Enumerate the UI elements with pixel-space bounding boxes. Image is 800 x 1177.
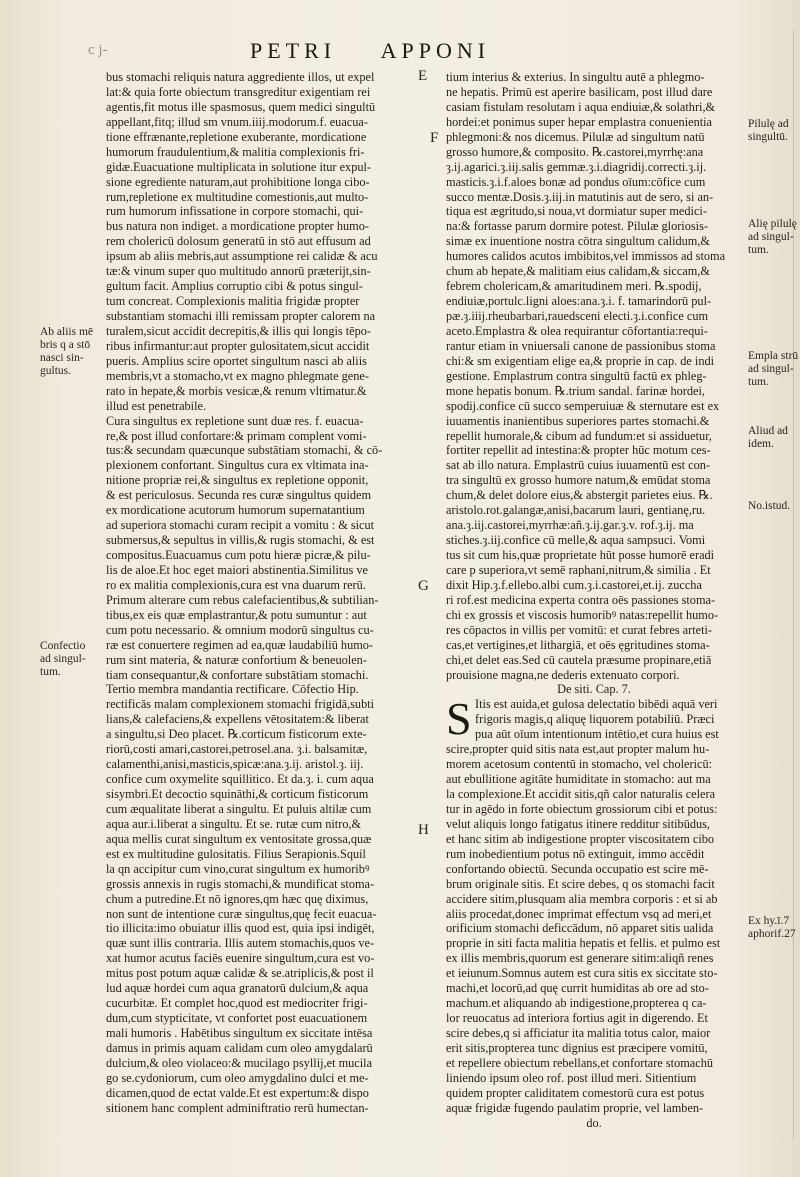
- text-line: chum,& delet dolore eius,& abstergit parietes eius. ℞.: [446, 488, 713, 503]
- text-line: et repellere obiectum rebellans,et confortare stomachū: [446, 1055, 713, 1070]
- folio-mark: c j-: [88, 42, 108, 58]
- text-line: ro ex malitia complexionis,cura est vna duarum rerū.: [106, 577, 366, 592]
- text-line: aqua mellis curat singultum ex ventositate grossa,quæ: [106, 831, 372, 846]
- text-line: ana.ȝ.iij.castorei,myrrhæ:añ.ȝ.ij.gar.ȝ.v. rof.ȝ.ij. ma: [446, 518, 694, 533]
- text-line: rum,repletione ex multitudine comestionis,aut multo-: [106, 189, 369, 204]
- text-line: ipsum ab aliis mebris,aut assumptione rei calidæ & acu: [106, 249, 378, 264]
- text-line: humores calidos acutos imbibitos,vel immissos ad stoma: [446, 249, 726, 264]
- margin-note-line: ad singul-: [40, 653, 86, 665]
- text-line: endiuiæ,portulc.ligni aloes:ana.ȝ.i. f. tamarindorū pul-: [446, 294, 712, 309]
- text-line: simæ ex inuentione nostra cōtra singultum calidum,&: [446, 234, 710, 249]
- text-line: sat ab illo natura. Emplastrū cuius iuuamentū est con-: [446, 458, 710, 473]
- text-line: aut ebullitione agitāte humiditate in stomacho: aut ma: [446, 772, 711, 787]
- text-line: a singultu,si Deo placet. ℞.corticum fisticorum exte-: [106, 727, 367, 742]
- text-line: orificium stomachi deficcādum, nō apparet sitis ualida: [446, 921, 714, 936]
- text-line: lor reuocatus ad interiora fortius agit in digerendo. Et: [446, 1011, 708, 1026]
- text-line: dixit Hip.ȝ.f.ellebo.albi cum.ȝ.i.castorei,et.ij. zuccha: [446, 577, 702, 592]
- text-line: aliis procedat,donec imprimat effectum vsq ad meri,et: [446, 906, 712, 921]
- text-line: tione effrænante,repletione exuberante, mordicatione: [106, 129, 367, 144]
- text-line: tibus,ex eis quæ emplastrantur,& potu sumuntur : aut: [106, 607, 367, 622]
- page-edge: [793, 30, 794, 1140]
- text-line: stiches.ȝ.iij.confice cū melle,& aqua sampsuci. Vomi: [446, 533, 706, 548]
- text-line: quæ sunt illis contraria. Illis autem stomachis,quos ve-: [106, 936, 375, 951]
- text-line: mone hepatis bonum. ℞.trium sandal. farinæ hordei,: [446, 383, 705, 398]
- text-line: Cura singultus ex repletione sunt duæ res. f. euacua-: [106, 413, 364, 428]
- text-line: cum æqualitate liberat a singultu. Et puluis altilæ cum: [106, 801, 372, 816]
- text-line: humorum fraudulentium,& malitia complexionis fri-: [106, 144, 365, 159]
- text-line: chum ab hepate,& malitiam eius calidam,& siccam,&: [446, 264, 710, 279]
- margin-note-left-2: [40, 640, 86, 679]
- text-line: erit sitis,propterea tunc dignius est præcipere vomitū,: [446, 1040, 708, 1055]
- text-line: appellant,fitq; illud sm vnum.iiij.modorum.f. euacua-: [106, 114, 368, 129]
- margin-note-right-5: [748, 500, 790, 513]
- text-line: rum inobedientium potus nō extinguit, immo accēdit: [446, 846, 705, 861]
- section-letter-e: E: [418, 68, 428, 84]
- margin-note-line: aphorif.27: [748, 928, 796, 940]
- text-line: pua aūt oīum intentionum intētio,et cura huius est: [475, 727, 719, 742]
- text-line: dum,cum stypticitate, vt confortet post euacuationem: [106, 1011, 368, 1026]
- text-line: turalem,sicut accidit decrepitis,& illis qui longis tēpo-: [106, 323, 372, 338]
- section-letter-f: F: [430, 130, 439, 146]
- text-line: machi,et locorū,ad quę currit humiditas ab ore ad sto-: [446, 981, 709, 996]
- margin-note-line: Aliud ad: [748, 425, 788, 437]
- margin-note-line: Ab aliis mē: [40, 326, 94, 338]
- text-line: tiqua est ægritudo,si noua,vt dormiatur super medici-: [446, 204, 707, 219]
- text-line: dulcium,& oleo violaceo:& mucilago psyllij,et mucila: [106, 1055, 373, 1070]
- text-line: ri rof.est medicina experta contra oēs passiones stoma-: [446, 592, 716, 607]
- text-line: sione egrediente naturam,aut prohibitione longa cibo-: [106, 174, 370, 189]
- text-line: et ieiunum.Somnus autem est cura sitis ex siccitate sto-: [446, 966, 718, 981]
- text-line: ribus infirmantur:aut propter gulositatem,sicut accidit: [106, 338, 370, 353]
- text-line: brum originale sitis. Et scire debes, q os stomachi facit: [446, 876, 715, 891]
- text-line: non sunt de intentione curæ singultus,quę fecit euacua-: [106, 906, 377, 921]
- text-line: mitus post potum aquæ calidæ & se.atriplicis,& post il: [106, 966, 374, 981]
- text-line: care p superiora,vt semē raphani,nitrum,& similia . Et: [446, 562, 711, 577]
- text-line: xat humor acutus faciēs euenire singultum,cura est vo-: [106, 951, 375, 966]
- text-line: sitionem hanc complent adminiftratio rerū humectan-: [106, 1100, 369, 1115]
- section-letter-h: H: [418, 822, 429, 838]
- text-line: gidæ.Euacuatione multiplicata in solutione itur expul-: [106, 159, 372, 174]
- text-line: machum.et aliquando ab indigestione,propterea q ca-: [446, 996, 707, 1011]
- text-line: iuuamentis inanientibus superiores partes stomachi.&: [446, 413, 710, 428]
- text-line: tus:& secundam quæcunque substātiam stomachi, & cō-: [106, 443, 383, 458]
- text-line: tium interius & exterius. In singultu autē a phlegmo-: [446, 70, 705, 84]
- text-line: riorū,costi amari,castorei,petrosel.ana. ȝ.i. balsamitæ,: [106, 742, 368, 757]
- margin-note-line: ad singul-: [748, 231, 794, 243]
- margin-note-right-2: [748, 218, 797, 257]
- margin-note-line: idem.: [748, 438, 774, 450]
- margin-note-line: Alię pilulę: [748, 218, 797, 230]
- text-line: confice cum oxymelite squillitico. Et da.ȝ. i. cum aqua: [106, 772, 374, 787]
- text-line: hordei:et ponimus super hepar emplastra conuenientia: [446, 114, 713, 129]
- left-text-column: [106, 70, 420, 1116]
- margin-note-line: ad singul-: [748, 363, 794, 375]
- right-text-column: [446, 70, 742, 1131]
- text-line: Primum alterare cum rebus calefacientibus,& subtilian-: [106, 592, 379, 607]
- text-line: agentis,fit motus ille spasmosus, quem medici singultū: [106, 99, 376, 114]
- text-line: rum humorum infissatione in corpore stomachi, qui-: [106, 204, 364, 219]
- text-line: mali humoris . Habētibus singultum ex siccitate intēsa: [106, 1026, 373, 1040]
- text-line: grossis annexis in rugis stomachi,& mundificat stoma-: [106, 876, 375, 891]
- text-line: tra singultū ex grosso humore natum,& emūdat stoma: [446, 473, 711, 488]
- text-line: res cōpactos in villis per vomitū: et curat febres arteti-: [446, 622, 712, 637]
- text-line: frigoris magis,q aliquę liquorem potabiliū. Præci: [475, 712, 715, 727]
- text-line: tio illicita:imo obuiatur illis quod est, quia ipsi indigēt,: [106, 921, 375, 936]
- margin-note-line: Empla strū: [748, 350, 799, 362]
- margin-note-line: gultus.: [40, 365, 71, 377]
- text-line: Tertio membra mandantia rectificare. Cōfectio Hip.: [106, 682, 359, 697]
- margin-note-line: tum.: [748, 244, 769, 256]
- text-line: sisymbri.Et decoctio squināthi,& corticum fisticorum: [106, 787, 369, 801]
- margin-note-line: Confectio: [40, 640, 86, 652]
- text-line: chum a putredine.Et nō ignores,qm hæc quę diximus,: [106, 891, 369, 906]
- text-line: bus stomachi reliquis natura aggrediente illos, ut expel: [106, 70, 375, 84]
- margin-note-right-4: [748, 425, 788, 451]
- text-line: substantiam stomachi illi remissam propter calorem na: [106, 309, 376, 323]
- text-line: pæ.ȝ.iiij.rheubarbari,rauedsceni electi.ȝ.i.confice cum: [446, 309, 709, 323]
- text-line: chi,et delet eas.Sed cū cautela præsume propinare,etiā: [446, 652, 712, 667]
- text-line: lians,& calefaciens,& expellens vētositatem:& liberat: [106, 712, 369, 727]
- text-line: bus natura non indiget. a mordicatione propter humo-: [106, 219, 369, 234]
- text-line: la complexione.Et accidit sitis,qñ calor naturalis celera: [446, 787, 716, 801]
- text-line: spodij.confice cū succo semperuiuæ & sternutare est ex: [446, 398, 720, 413]
- text-line: tæ:& vinum super quo multitudo annorū præterijt,sin-: [106, 264, 371, 279]
- text-line: febrem cholericam,& amaritudinem meri. ℞.spodij,: [446, 279, 702, 294]
- text-line: rectificās malam complexionem stomachi frigidā,subti: [106, 697, 375, 712]
- text-line: aquæ frigidæ fugendo paulatim proprie, vel lamben-: [446, 1100, 704, 1115]
- text-line: pueris. Amplius scire oportet singultum nasci ab aliis: [106, 353, 367, 368]
- text-line: tum concreat. Complexionis malitia frigidæ propter: [106, 294, 360, 309]
- text-line: De siti. Cap. 7.: [557, 682, 631, 697]
- text-line: rato in hepate,& morbis vesicæ,& renum vltimatur.&: [106, 383, 367, 398]
- text-line: accidere sitim,plusquam alia membra corporis : et si ab: [446, 891, 718, 906]
- text-line: quidem propter caliditatem comestorū cura est potus: [446, 1085, 705, 1100]
- text-line: tur in agēdo in forte obiectum grossiorum cibi et potus:: [446, 801, 718, 816]
- running-head-left: PETRI: [250, 38, 337, 63]
- text-line: aristolo.rot.galangæ,anisi,bacarum lauri, gentianę,ru.: [446, 503, 706, 518]
- text-line: masticis.ȝ.i.f.aloes bonæ ad pondus oīum:cōfice cum: [446, 174, 706, 189]
- text-line: plexionem confortant. Singultus cura ex vltimata ina-: [106, 458, 369, 473]
- text-line: na:& fortasse parum dormire potest. Pilulæ gloriosis-: [446, 219, 708, 234]
- section-letter-g: G: [418, 578, 429, 594]
- text-line: membris,vt a stomacho,vt ex magno phlegmate gene-: [106, 368, 369, 383]
- text-line: aceto.Emplastra & olea requirantur cōfortantia:requi-: [446, 323, 708, 338]
- text-line: nitione propriæ rei,& singultus ex repletione opponit,: [106, 473, 369, 488]
- text-line: ex mordicatione acutorum humorum supernatantium: [106, 503, 365, 518]
- text-line: chi:& sm exigentiam elige ea,& proprie in cap. de indi: [446, 353, 715, 368]
- text-line: aqua aur.i.liberat a singultu. Et se. rutæ cum nitro,&: [106, 816, 362, 831]
- text-line: velut aliquis longo fatigatus itinere redditur sitibūdus,: [446, 816, 710, 831]
- margin-note-line: Ex hy.ī.7: [748, 915, 790, 927]
- text-line: damus in primis aquam calidam cum oleo amygdalarū: [106, 1040, 373, 1055]
- text-line: ad superiora stomachi curam recipit a vomitu : & sicut: [106, 518, 375, 533]
- text-line: morem acetosum contentū in stomacho, vel cholericū:: [446, 757, 713, 772]
- text-line: fortiter repellit ad intestina:& propter hūc motum ces-: [446, 443, 711, 458]
- text-line: cucurbitæ. Et complet hoc,quod est mediocriter frigi-: [106, 996, 368, 1011]
- text-line: rantur etiam in vniuersali canone de passionibus stoma: [446, 338, 716, 353]
- text-line: go se.cydoniorum, cum oleo amygdalino dulci et me-: [106, 1070, 369, 1085]
- margin-note-line: Pilulę ad: [748, 118, 789, 130]
- text-line: repellit humorale,& cibum ad fundum:et si assiduetur,: [446, 428, 712, 443]
- text-line: proprie in siti facta malitia hepatis et fellis. et pulmo est: [446, 936, 721, 951]
- text-line: re,& post illud confortare:& primam complent vomi-: [106, 428, 367, 443]
- margin-note-right-6: [748, 915, 796, 941]
- text-line: tus sit cum his,quæ proprietate hūt posse humorē eradi: [446, 548, 715, 562]
- text-line: succo mentæ.Dosis.ȝ.iij.in matutinis aut de sero, si an-: [446, 189, 714, 204]
- text-line: illud est penetrabile.: [106, 398, 207, 413]
- margin-note-left-1: [40, 326, 93, 378]
- text-line: ex illis membris,quorum est generare sitim:aliqñ renes: [446, 951, 714, 966]
- text-line: gestione. Emplastrum contra singultū factū ex phleg-: [446, 368, 707, 383]
- text-line: compositus.Euacuamus cum potu hieræ picræ,& pilu-: [106, 548, 371, 562]
- text-line: rum sint materia, & naturæ confortium & beneuolen-: [106, 652, 367, 667]
- text-line: submersus,& sepultus in villis,& rugis stomachi, & est: [106, 533, 375, 548]
- text-line: liniendo ipsum oleo rof. post illud meri. Sitientium: [446, 1070, 697, 1085]
- text-line: rem cholericū dolosum generatū in stō aut effusum ad: [106, 234, 371, 249]
- text-line: lis de aloe.Et hoc eget maiori abstinentia.Similitus ve: [106, 562, 368, 577]
- running-head-right: APPONI: [380, 38, 491, 63]
- text-line: ȝ.ij.agarici.ȝ.iij.salis gemmæ.ȝ.i.diagridij.correcti.ȝ.ij.: [446, 159, 707, 174]
- running-head: [250, 38, 490, 64]
- text-line: lud aquæ hordei cum aqua granatorū dulcium,& aqua: [106, 981, 369, 996]
- text-line: do.: [586, 1115, 602, 1130]
- text-line: ne hepatis. Primū est aperire basilicam, post illud dare: [446, 84, 713, 99]
- margin-note-line: tum.: [40, 666, 61, 678]
- margin-note-line: singultū.: [748, 131, 788, 143]
- margin-note-line: bris q a stō: [40, 339, 91, 351]
- text-line: confortando obiectū. Secunda occupatio est scire mē-: [446, 861, 709, 876]
- text-line: lat:& quia forte obiectum transgreditur exigentiam rei: [106, 84, 371, 99]
- text-line: calamenthi,anisi,masticis,spicæ:ana.ȝ.ij. aristol.ȝ. iij.: [106, 757, 364, 772]
- margin-note-right-1: [748, 118, 789, 144]
- text-line: scire,propter quid sitis nata est,aut propter malum hu-: [446, 742, 710, 757]
- text-line: chi ex grossis et viscosis humoribꝰ natas:repellit humo-: [446, 607, 719, 622]
- text-line: & est periculosus. Secunda res curæ singultus quidem: [106, 488, 372, 503]
- text-line: et hanc sitim ab indigestione propter viscositatem cibo: [446, 831, 715, 846]
- margin-note-line: nasci sin-: [40, 352, 84, 364]
- text-line: grosso humore,& composito. ℞.castorei,myrrhę:ana: [446, 144, 704, 159]
- text-line: prouisione magna,ne dederis extenuato corpori.: [446, 667, 680, 682]
- text-line: casiam fistulam resolutam i aqua endiuiæ,& solathri,&: [446, 99, 716, 114]
- text-line: dicamen,quod de ectat valde.Et est expertum:& dispo: [106, 1085, 369, 1100]
- text-line: est ex multitudine gulositatis. Filius Serapionis.Squil: [106, 846, 366, 861]
- text-line: tiam consequantur,& confortare substātiam stomachi.: [106, 667, 369, 682]
- text-line: phlegmoni:& nos dicemus. Pilulæ ad singultum natū: [446, 129, 705, 144]
- drop-capital: S: [446, 693, 472, 745]
- text-line: scire debes,q si afficiatur ita malitia totus calor, maior: [446, 1026, 711, 1040]
- margin-note-line: tum.: [748, 376, 769, 388]
- margin-note-right-3: [748, 350, 798, 389]
- text-line: cum potu necessario. & omnium modorū singultus cu-: [106, 622, 374, 637]
- text-line: gultum facit. Amplius corruptio cibi & potus singul-: [106, 279, 363, 294]
- margin-note-line: No.istud.: [748, 500, 791, 512]
- text-line: la qn accipitur cum vino,curat singultum ex humoribꝰ: [106, 861, 370, 876]
- text-line: cas,et vertigines,et lithargiā, et oēs ęgritudines stoma-: [446, 637, 710, 652]
- text-line: Itis est auida,et gulosa delectatio bibēdi aquā veri: [475, 697, 718, 712]
- text-line: ræ est conuertere regimen ad ea,quæ laudabiliū humo-: [106, 637, 374, 652]
